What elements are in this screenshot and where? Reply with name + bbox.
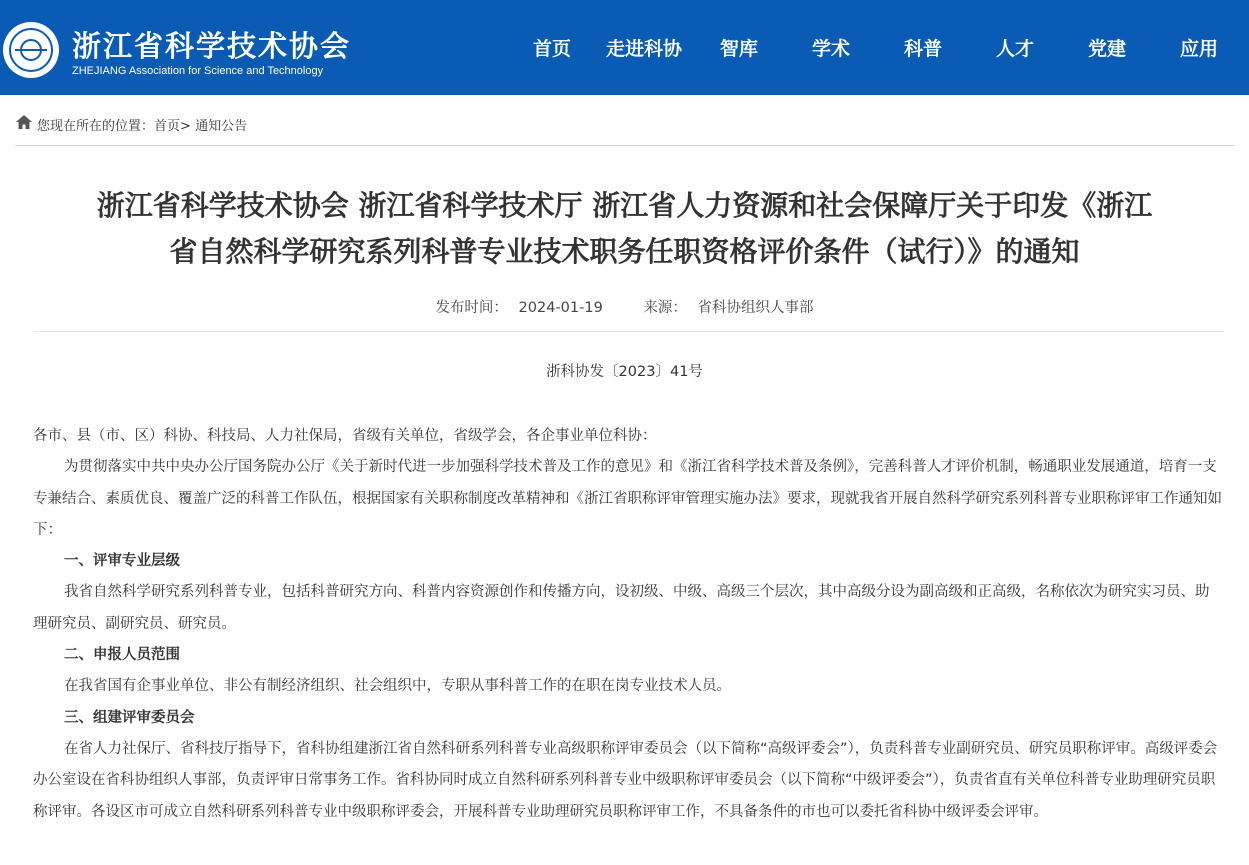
nav-item-about[interactable]: 走进科协 (606, 38, 683, 60)
site-subtitle: ZHEJIANG Association for Science and Technology (72, 65, 324, 77)
breadcrumb-current-link[interactable]: 通知公告 (195, 119, 248, 134)
publish-label: 发布时间： (435, 300, 508, 316)
logo-emblem-icon (9, 28, 53, 72)
nav-item-home[interactable]: 首页 (533, 38, 572, 60)
breadcrumb-separator: > (180, 119, 191, 134)
breadcrumb-prefix: 您现在所在的位置： (37, 119, 155, 134)
article-meta (0, 296, 1249, 317)
nav-item-apps[interactable]: 应用 (1180, 38, 1219, 60)
breadcrumb-divider (15, 145, 1234, 146)
section-2-paragraph: 在我省国有企事业单位、非公有制经济组织、社会组织中，专职从事科普工作的在职在岗专业技术人员。 (64, 678, 731, 695)
site-header (0, 0, 1249, 95)
nav-item-think-tank[interactable]: 智库 (720, 38, 759, 60)
article-title-line-1: 浙江省科学技术协会 浙江省科学技术厅 浙江省人力资源和社会保障厅关于印发《浙江 (96, 189, 1153, 222)
section-3-paragraph: 在省人力社保厅、省科技厅指导下，省科协组建浙江省自然科研系列科普专业高级职称评审委员会（以下简称“高级评委会”），负责科普专业副研究员、研究员职称评审。高级评委会办公室设在省科协组织人事部，负责评审日常事务工作。省科协同时成立自然科研系列科普专业中级职称评审委员会（以下简称“中级评委会”），负责省直有关单位科普专业助理研究员职称评审。各设区市可成立自然科研系列科普专业中级职称评委会，开展科普专业助理研究员职称评审工作，不具备条件的市也可以委托省科协中级评委会评审。 (33, 740, 1218, 820)
meta-divider (33, 331, 1224, 332)
section-1-heading: 一、评审专业层级 (64, 553, 180, 570)
breadcrumb-home-link[interactable]: 首页 (154, 119, 181, 134)
nav-item-academic[interactable]: 学术 (812, 38, 851, 60)
source-value: 省科协组织人事部 (697, 300, 814, 316)
nav-item-science-pop[interactable]: 科普 (904, 38, 943, 60)
nav-item-talent[interactable]: 人才 (996, 38, 1035, 60)
article-title-line-2: 省自然科学研究系列科普专业技术职务任职资格评价条件（试行）》的通知 (169, 235, 1080, 268)
salutation-paragraph: 各市、县（市、区）科协、科技局、人力社保局，省级有关单位，省级学会，各企事业单位科协： (33, 428, 657, 444)
nav-item-party[interactable]: 党建 (1088, 38, 1127, 60)
document-number: 浙科协发〔2023〕41号 (546, 364, 703, 380)
home-icon (15, 114, 33, 130)
source-label: 来源： (643, 300, 687, 316)
article-title (30, 183, 1219, 275)
section-3-heading: 三、组建评审委员会 (64, 709, 195, 726)
publish-date: 2024-01-19 (518, 300, 603, 316)
intro-paragraph: 为贯彻落实中共中央办公厅国务院办公厅《关于新时代进一步加强科学技术普及工作的意见》和《浙江省科学技术普及条例》，完善科普人才评价机制，畅通职业发展通道，培育一支专兼结合、素质优良、覆盖广泛的科普工作队伍，根据国家有关职称制度改革精神和《浙江省职称评审管理实施办法》要求，现就我省开展自然科学研究系列科普专业职称评审工作通知如下： (33, 459, 1222, 538)
article-body (33, 421, 1223, 828)
site-title[interactable]: 浙江省科学技术协会 (72, 29, 352, 63)
site-logo-icon[interactable] (3, 22, 59, 78)
section-2-heading: 二、申报人员范围 (64, 647, 180, 664)
section-1-paragraph: 我省自然科学研究系列科普专业，包括科普研究方向、科普内容资源创作和传播方向，设初级、中级、高级三个层次，其中高级分设为副高级和正高级，名称依次为研究实习员、助理研究员、副研究员、研究员。 (33, 584, 1210, 632)
